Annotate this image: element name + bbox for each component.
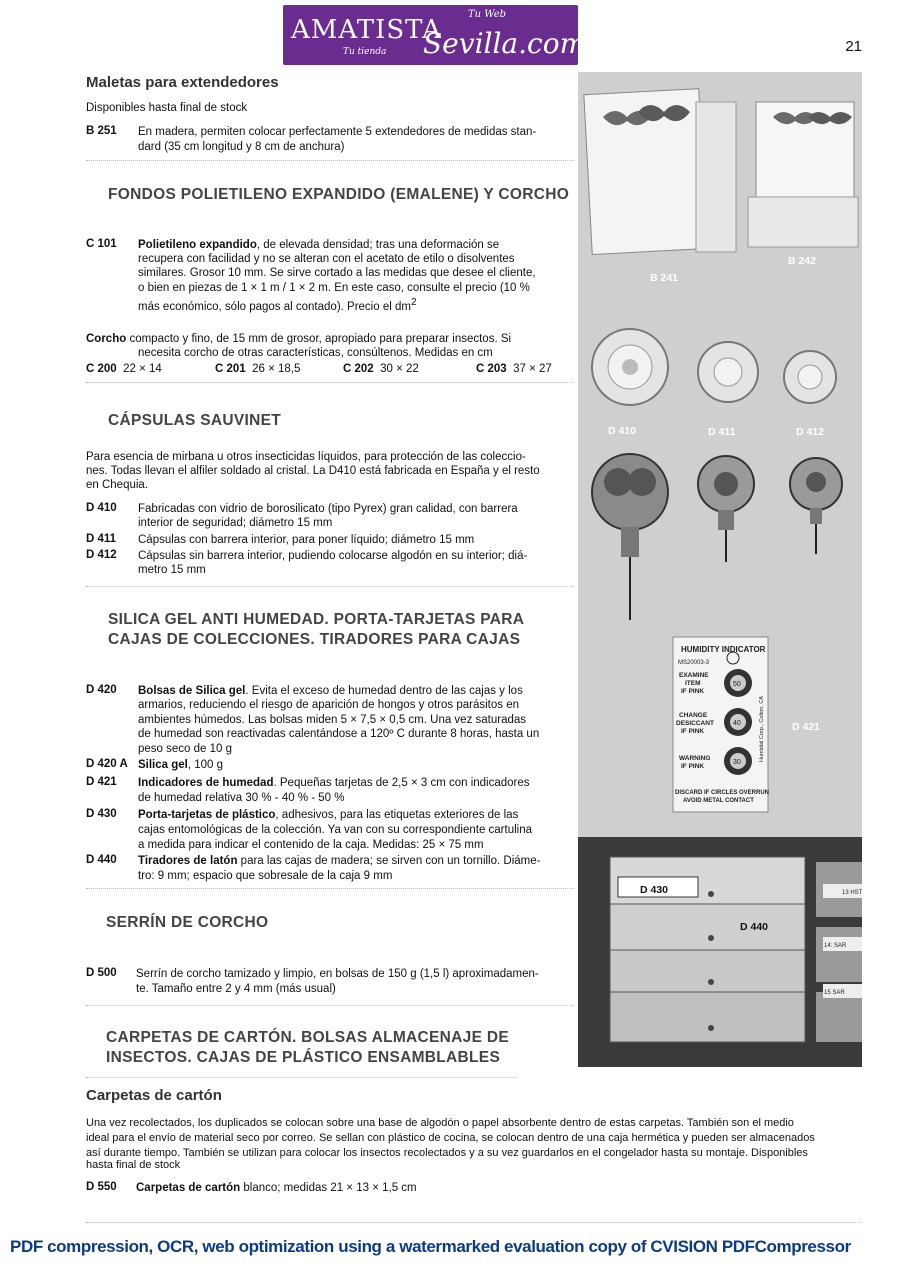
label-d440: D 440 [740, 921, 769, 933]
extender-cases-photo [584, 89, 858, 255]
d420a-line1: Silica gel, 100 g [138, 759, 224, 771]
size-c202: C 202 30 × 22 [343, 363, 419, 375]
section-title-carpetas-2: INSECTOS. CAJAS DE PLÁSTICO ENSAMBLABLES [106, 1049, 501, 1066]
drawers-photo [578, 837, 862, 1067]
box-label-2: 14: SAR [824, 943, 847, 949]
d430-line1: Porta-tarjetas de plástico, adhesivos, para las etiquetas exteriores de las [138, 809, 519, 821]
code-d411: D 411 [86, 533, 117, 545]
card-row1-label1: EXAMINE [679, 672, 709, 679]
divider [86, 1077, 516, 1078]
code-d430: D 430 [86, 808, 117, 820]
humidity-indicator-card [673, 637, 769, 812]
d410-line1: Fabricadas con vidrio de borosilicato (tipo Pyrex) gran calidad, con barrera [138, 503, 518, 515]
d550-line1: Carpetas de cartón blanco; medidas 21 × 13 × 1,5 cm [136, 1182, 417, 1194]
card-row3-label1: WARNING [679, 755, 711, 762]
d500-line1: Serrín de corcho tamizado y limpio, en bolsas de 150 g (1,5 l) aproximadamen- [136, 968, 539, 980]
capsules-top-photo [592, 329, 836, 405]
label-d421: D 421 [792, 721, 821, 733]
capsulas-intro2: nes. Todas llevan el alfiler soldado al cristal. La D410 está fabricada en España y el resto [86, 465, 540, 477]
code-d420: D 420 [86, 684, 117, 696]
c101-bold: Polietileno expandido [138, 239, 257, 251]
divider [86, 160, 574, 161]
product-photo-panel [578, 72, 862, 1067]
box-label-3: 15 SAR [824, 990, 845, 996]
section-title-silica-2: CAJAS DE COLECCIONES. TIRADORES PARA CAJAS [108, 631, 521, 648]
label-d411: D 411 [708, 426, 736, 438]
d420-line1: Bolsas de Silica gel. Evita el exceso de humedad dentro de las cajas y los [138, 685, 523, 697]
d421-line1: Indicadores de humedad. Pequeñas tarjetas de 2,5 × 3 cm con indicadores [138, 777, 530, 789]
d420-line3: ambientes húmedos. Las bolsas miden 5 × 7,5 × 0,5 cm. Una vez saturadas [138, 714, 527, 726]
section-title-fondos: FONDOS POLIETILENO EXPANDIDO (EMALENE) Y CORCHO [108, 186, 570, 203]
label-d410: D 410 [608, 425, 637, 437]
card-row2-label2: DESICCANT [676, 720, 714, 727]
d412-line1: Cápsulas sin barrera interior, pudiendo colocarse algodón en su interior; diá- [138, 550, 528, 562]
d500-line2: te. Tamaño entre 2 y 4 mm (más usual) [136, 983, 336, 995]
capsulas-intro3: en Chequia. [86, 479, 149, 491]
logo-main: AMATISTA [291, 15, 442, 45]
label-b242: B 242 [788, 255, 817, 267]
section-title-silica-1: SILICA GEL ANTI HUMEDAD. PORTA-TARJETAS PARA [108, 611, 525, 628]
product-photos [578, 72, 862, 1067]
c101-line2: recupera con facilidad y no se alteran con el acetato de etilo o disolventes [138, 253, 515, 265]
card-row2-label1: CHANGE [679, 712, 708, 719]
c101-line4: o bien en piezas de 1 × 1 m / 1 × 2 m. En este caso, consulte el precio (10 % [138, 282, 530, 294]
d421-line2: de humedad relativa 30 % - 40 % - 50 % [138, 792, 345, 804]
code-d412: D 412 [86, 549, 117, 561]
code-d500: D 500 [86, 967, 117, 979]
code-d550: D 550 [86, 1181, 117, 1193]
divider [86, 382, 574, 383]
d411-line1: Cápsulas con barrera interior, para poner líquido; diámetro 15 mm [138, 534, 475, 546]
corcho-line2: necesita corcho de otras características, consúltenos. Medidas en cm [138, 347, 493, 359]
section-title-serrin: SERRÍN DE CORCHO [106, 914, 269, 931]
subtitle-maletas: Maletas para extendedores [86, 74, 279, 91]
code-d421: D 421 [86, 776, 117, 788]
d430-line3: a medida para indicar el contenido de la caja. Medidas: 25 × 75 mm [138, 839, 484, 851]
d430-line2: cajas entomológicas de la colección. Ya van con su correspondiente cartulina [138, 824, 533, 836]
d440-line1: Tiradores de latón para las cajas de madera; se sirven con un tornillo. Diáme- [138, 855, 541, 867]
d420-line2: armarios, reduciendo el riesgo de aparición de hongos y otros parásitos en [138, 699, 519, 711]
card-foot1: DISCARD IF CIRCLES OVERRUN [675, 790, 770, 796]
carpetas-p4: hasta final de stock [86, 1159, 181, 1171]
c101-line3: similares. Grosor 10 mm. Se sirve cortado a las medidas que desee el cliente, [138, 267, 536, 279]
size-c200: C 200 22 × 14 [86, 363, 162, 375]
subtitle-carpetas: Carpetas de cartón [86, 1087, 222, 1104]
label-b241: B 241 [650, 272, 679, 284]
code-c101: C 101 [86, 238, 117, 250]
divider [86, 888, 574, 889]
watermark-footer: PDF compression, OCR, web optimization using a watermarked evaluation copy of CVISION PDFCompressor [10, 1237, 851, 1256]
b251-line1: En madera, permiten colocar perfectamente 5 extendedores de medidas stan- [138, 126, 537, 138]
card-foot2: AVOID METAL CONTACT [683, 798, 754, 804]
corcho-line1: Corcho compacto y fino, de 15 mm de grosor, apropiado para preparar insectos. Si [86, 333, 512, 345]
code-d440: D 440 [86, 854, 117, 866]
c101-line5: más económico, sólo pagos al contado). Precio el $dm^2$ [138, 297, 417, 313]
size-c201: C 201 26 × 18,5 [215, 363, 301, 375]
d412-line2: metro 15 mm [138, 564, 206, 576]
d420-line5: peso seco de 10 g [138, 743, 232, 755]
card-model: MS20003-3 [678, 660, 710, 666]
code-b251: B 251 [86, 125, 117, 137]
divider [86, 1005, 574, 1006]
carpetas-p2: ideal para el envío de material seco por correo. Se sellan con plástico de cocina, se colocan dentro de una caja hermética y pueden ser almacenados [86, 1132, 815, 1144]
card-row1-label3: IF PINK [681, 688, 705, 695]
d420-line4: de humedad son reactivadas calentándose a 120º C durante 8 horas, hasta un [138, 728, 540, 740]
section-title-capsulas: CÁPSULAS SAUVINET [108, 412, 282, 429]
card-row3-label2: IF PINK [681, 763, 705, 770]
page-number: 21 [845, 38, 862, 55]
card-row1-label2: ITEM [685, 680, 701, 687]
d440-line2: tro: 9 mm; espacio que sobresale de la caja 9 mm [138, 870, 393, 882]
label-d412: D 412 [796, 426, 825, 438]
card-row1-value: 50 [733, 681, 741, 688]
carpetas-p1: Una vez recolectados, los duplicados se colocan sobre una base de algodón o papel absorbente dentro de estas carpetas. También son el medio [86, 1117, 794, 1129]
capsulas-intro1: Para esencia de mirbana u otros insecticidas líquidos, para protección de las coleccio- [86, 451, 526, 463]
logo-bottom: Tu tienda [343, 47, 387, 57]
card-side-text: Humidial Corp., Colton, CA [759, 695, 765, 762]
divider [86, 586, 574, 587]
logo [283, 5, 587, 65]
carpetas-p3: así durante tiempo. También se utilizan para colocar los insectos recolectados y a su vez guardarlos en el congelador hasta su montaje. Disponibles [86, 1147, 808, 1159]
card-title: HUMIDITY INDICATOR [681, 645, 766, 654]
card-row3-value: 30 [733, 759, 741, 766]
c101-line1: Polietileno expandido, de elevada densidad; tras una deformación se [138, 239, 500, 251]
card-row2-label3: IF PINK [681, 728, 705, 735]
card-row2-value: 40 [733, 720, 741, 727]
code-d420a: D 420 A [86, 758, 128, 770]
box-label-1: 13 HST [842, 890, 862, 896]
divider [86, 1222, 862, 1223]
section-title-carpetas-1: CARPETAS DE CARTÓN. BOLSAS ALMACENAJE DE [106, 1029, 509, 1046]
capsules-side-photo [592, 454, 842, 620]
logo-script: Sevilla.com [423, 27, 587, 60]
code-d410: D 410 [86, 502, 117, 514]
label-d430: D 430 [640, 884, 669, 896]
maletas-availability: Disponibles hasta final de stock [86, 102, 248, 114]
b251-line2: dard (35 cm longitud y 8 cm de anchura) [138, 141, 345, 153]
size-c203: C 203 37 × 27 [476, 363, 552, 375]
logo-top: Tu Web [468, 9, 507, 20]
d410-line2: interior de seguridad; diámetro 15 mm [138, 517, 333, 529]
